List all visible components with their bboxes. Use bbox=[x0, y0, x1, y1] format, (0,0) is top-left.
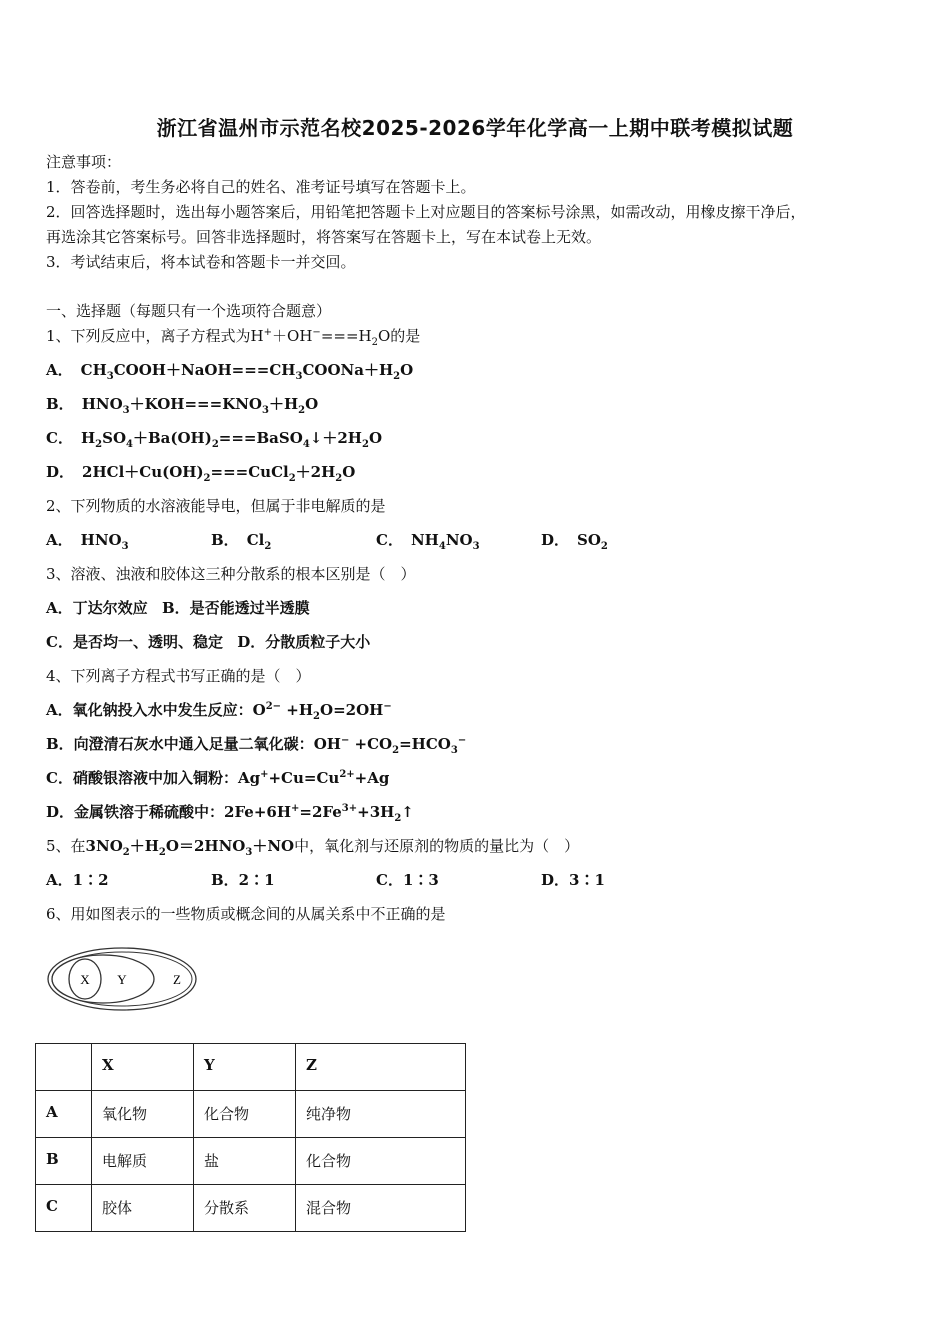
q3-option-a: A．丁达尔效应 bbox=[46, 599, 148, 617]
table-cell: 分散系 bbox=[194, 1185, 296, 1232]
page-title: 浙江省温州市示范名校2025-2026学年化学高一上期中联考模拟试题 bbox=[156, 116, 794, 140]
q4-option-d: D．金属铁溶于稀硫酸中：$2Fe+6H^+=2Fe^{3+}+3H_2↑$ bbox=[46, 803, 414, 824]
notice-item-3: 3．考试结束后，将本试卷和答题卡一并交回。 bbox=[46, 253, 356, 271]
q4-option-c: C．硝酸银溶液中加入铜粉：$Ag^++Cu=Cu^{2+}+Ag$ bbox=[46, 769, 390, 787]
question-3-stem: 3、溶液、浊液和胶体这三种分散系的根本区别是（ ） bbox=[46, 565, 416, 583]
table-row bbox=[36, 1138, 466, 1185]
table-cell: X bbox=[92, 1044, 194, 1091]
q2-option-b: B． $Cl_2$ bbox=[211, 531, 272, 552]
notice-item-2: 2．回答选择题时，选出每小题答案后，用铅笔把答题卡上对应题目的答案标号涂黑，如需改动，用橡皮擦干净后， bbox=[46, 203, 806, 221]
table-cell: 化合物 bbox=[194, 1091, 296, 1138]
label-z: Z bbox=[173, 972, 181, 987]
q1-option-d: D． $2HCl+Cu(OH)_2===CuCl_2+2H_2O$ bbox=[46, 463, 356, 484]
q3-option-c: C．是否均一、透明、稳定 bbox=[46, 633, 223, 651]
table-cell: B bbox=[36, 1138, 92, 1185]
table-cell: 胶体 bbox=[92, 1185, 194, 1232]
middle-ellipse-y bbox=[52, 955, 154, 1003]
q5-option-a: A．1∶2 bbox=[46, 871, 109, 889]
table-cell: 混合物 bbox=[296, 1185, 466, 1232]
table-cell bbox=[36, 1044, 92, 1091]
q2-options bbox=[46, 530, 706, 550]
q2-option-c: C． $NH_4NO_3$ bbox=[376, 531, 480, 552]
q5-options bbox=[46, 870, 706, 890]
table-cell: 纯净物 bbox=[296, 1091, 466, 1138]
q1-option-c: C． $H_2SO_4+Ba(OH)_2===BaSO_4↓+2H_2O$ bbox=[46, 429, 383, 450]
question-6-stem: 6、用如图表示的一些物质或概念间的从属关系中不正确的是 bbox=[46, 905, 446, 923]
q3-options-cd bbox=[46, 632, 370, 652]
notice-item-2-cont: 再选涂其它答案标号。回答非选择题时，将答案写在答题卡上，写在本试卷上无效。 bbox=[46, 228, 602, 246]
q5-option-d: D．3∶1 bbox=[541, 871, 605, 889]
table-cell: 电解质 bbox=[92, 1138, 194, 1185]
nested-set-diagram bbox=[46, 946, 206, 1026]
question-5-stem: 5、在$3NO_2+H_2O=2HNO_3+NO$中，氧化剂与还原剂的物质的量比为（ ） bbox=[46, 837, 580, 858]
table-cell: 化合物 bbox=[296, 1138, 466, 1185]
q2-option-d: D． $SO_2$ bbox=[541, 531, 608, 552]
q3-options-ab bbox=[46, 598, 310, 618]
q1-stem-suffix: 的是 bbox=[390, 327, 421, 345]
question-4-stem: 4、下列离子方程式书写正确的是（ ） bbox=[46, 667, 311, 685]
table-row bbox=[36, 1091, 466, 1138]
q3-option-d: D．分散质粒子大小 bbox=[237, 633, 371, 651]
q1-option-a: A． $CH_3COOH+NaOH===CH_3COONa+H_2O$ bbox=[46, 361, 414, 382]
q1-stem-prefix: 1、下列反应中，离子方程式为H bbox=[46, 327, 264, 345]
table-cell: Y bbox=[194, 1044, 296, 1091]
q6-options-table bbox=[35, 1043, 466, 1232]
table-cell: A bbox=[36, 1091, 92, 1138]
q3-option-b: B．是否能透过半透膜 bbox=[161, 599, 310, 617]
table-header-row bbox=[36, 1044, 466, 1091]
q4-option-a: A．氧化钠投入水中发生反应：$O^{2-} +H_2O=2OH^-$ bbox=[46, 701, 392, 722]
question-1-stem: 1、下列反应中，离子方程式为$H^++OH^-===H_2O$的是 bbox=[46, 327, 421, 348]
table-cell: Z bbox=[296, 1044, 466, 1091]
label-y: Y bbox=[117, 972, 127, 987]
table-cell: 氧化物 bbox=[92, 1091, 194, 1138]
q5-option-c: C．1∶3 bbox=[376, 871, 439, 889]
q1-option-b: B． $HNO_3+KOH===KNO_3+H_2O$ bbox=[46, 395, 319, 416]
question-2-stem: 2、下列物质的水溶液能导电，但属于非电解质的是 bbox=[46, 497, 386, 515]
notice-heading: 注意事项： bbox=[46, 153, 122, 171]
q5-option-b: B．2∶1 bbox=[211, 871, 275, 889]
label-x: X bbox=[80, 972, 90, 987]
q4-option-b: B．向澄清石灰水中通入足量二氧化碳：$OH^- +CO_2=HCO_3^-$ bbox=[46, 735, 467, 756]
section-heading: 一、选择题（每题只有一个选项符合题意） bbox=[46, 302, 332, 320]
table-cell: 盐 bbox=[194, 1138, 296, 1185]
q2-option-a: A． $HNO_3$ bbox=[46, 531, 129, 552]
table-cell: C bbox=[36, 1185, 92, 1232]
notice-item-1: 1．答卷前，考生务必将自己的姓名、准考证号填写在答题卡上。 bbox=[46, 178, 476, 196]
table-row bbox=[36, 1185, 466, 1232]
